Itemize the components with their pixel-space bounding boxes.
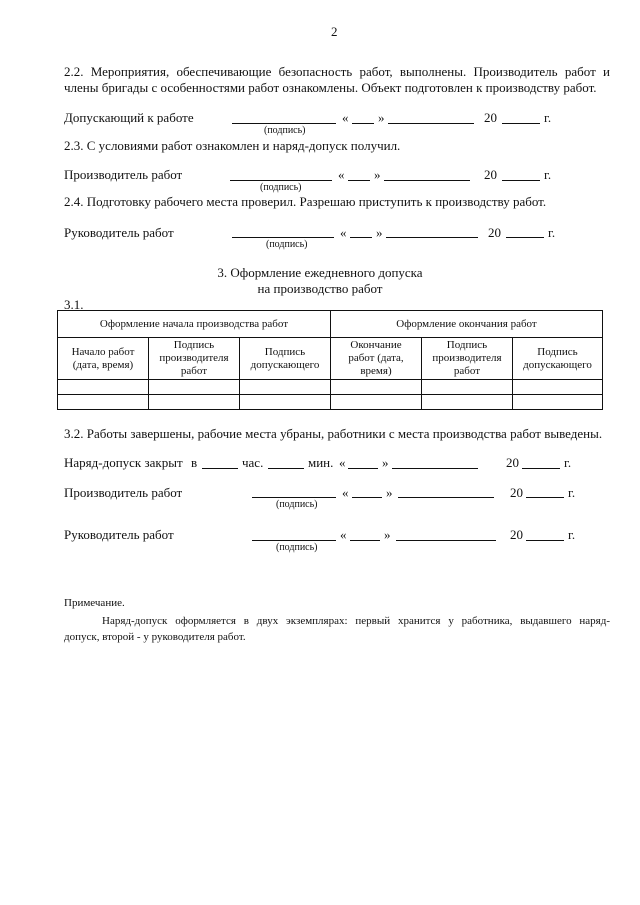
table-row bbox=[58, 380, 603, 395]
permit-closed-open-quote: « bbox=[339, 455, 346, 470]
table-cell[interactable] bbox=[58, 395, 149, 410]
permit-closed-hours-line[interactable] bbox=[202, 468, 238, 469]
paragraph-2-3: 2.3. С условиями работ ознакомлен и наряд-допуск получил. bbox=[64, 138, 401, 153]
sig1-year-prefix: 20 bbox=[484, 110, 497, 125]
table-col-header-start-time: Начало работ (дата, время) bbox=[58, 338, 149, 380]
sig4-year-line[interactable] bbox=[526, 497, 564, 498]
sig5-signature-line[interactable] bbox=[252, 540, 336, 541]
table-col-header-producer-signature: Подпись производителя работ bbox=[149, 338, 240, 380]
section-3-title-line1: 3. Оформление ежедневного допуска bbox=[217, 265, 423, 280]
sig1-close-quote: » bbox=[378, 110, 385, 125]
permit-closed-at: в bbox=[191, 455, 198, 470]
sig5-caption: (подпись) bbox=[276, 542, 318, 553]
table-col-header-admitter-signature: Подпись допускающего bbox=[240, 338, 331, 380]
sig1-year-suffix: г. bbox=[544, 110, 552, 125]
paragraph-2-2-line2: члены бригады с особенностями работ ознакомлены. Объект подготовлен к производству работ. bbox=[64, 80, 597, 95]
table-cell[interactable] bbox=[331, 380, 422, 395]
table-cell[interactable] bbox=[513, 380, 603, 395]
table-col-header-end-time: Окончание работ (дата, время) bbox=[331, 338, 422, 380]
sig3-month-line[interactable] bbox=[386, 237, 478, 238]
sig2-day-line[interactable] bbox=[348, 180, 370, 181]
sig5-year-prefix: 20 bbox=[510, 527, 523, 542]
sig1-open-quote: « bbox=[342, 110, 349, 125]
sig3-caption: (подпись) bbox=[266, 239, 308, 250]
sig5-year-line[interactable] bbox=[526, 540, 564, 541]
sig1-caption: (подпись) bbox=[264, 125, 306, 136]
table-cell[interactable] bbox=[58, 380, 149, 395]
permit-closed-year-prefix: 20 bbox=[506, 455, 519, 470]
sig2-year-prefix: 20 bbox=[484, 167, 497, 182]
page-number: 2 bbox=[331, 24, 338, 39]
table-col-header-producer-signature-end: Подпись производителя работ bbox=[422, 338, 513, 380]
sig3-year-prefix: 20 bbox=[488, 225, 501, 240]
sig1-day-line[interactable] bbox=[352, 123, 374, 124]
permit-closed-close-quote: » bbox=[382, 455, 389, 470]
sig4-caption: (подпись) bbox=[276, 499, 318, 510]
permit-closed-year-line[interactable] bbox=[522, 468, 560, 469]
note-line1: Наряд-допуск оформляется в двух экземплярах: первый хранится у работника, выдавшего наряд- bbox=[102, 615, 610, 627]
sig3-signature-line[interactable] bbox=[232, 237, 334, 238]
paragraph-2-2-line1: 2.2. Мероприятия, обеспечивающие безопасность работ, выполнены. Производитель работ и bbox=[64, 64, 610, 79]
sig2-year-line[interactable] bbox=[502, 180, 540, 181]
paragraph-2-4: 2.4. Подготовку рабочего места проверил. Разрешаю приступить к производству работ. bbox=[64, 194, 547, 209]
permit-closed-day-line[interactable] bbox=[348, 468, 378, 469]
sig3-year-line[interactable] bbox=[506, 237, 544, 238]
sig2-caption: (подпись) bbox=[260, 182, 302, 193]
table-group-start-header: Оформление начала производства работ bbox=[58, 311, 331, 338]
sig4-year-suffix: г. bbox=[568, 485, 576, 500]
sig5-label: Руководитель работ bbox=[64, 527, 174, 542]
sig4-signature-line[interactable] bbox=[252, 497, 336, 498]
sig5-open-quote: « bbox=[340, 527, 347, 542]
daily-admission-table bbox=[57, 310, 603, 410]
sig1-label: Допускающий к работе bbox=[64, 110, 194, 125]
sig5-month-line[interactable] bbox=[396, 540, 496, 541]
sig2-label: Производитель работ bbox=[64, 167, 183, 182]
permit-closed-label: Наряд-допуск закрыт bbox=[64, 455, 183, 470]
section-3-title-line2: на производство работ bbox=[257, 281, 383, 296]
permit-closed-year-suffix: г. bbox=[564, 455, 572, 470]
note-line2: допуск, второй - у руководителя работ. bbox=[64, 631, 246, 643]
table-cell[interactable] bbox=[240, 395, 331, 410]
sig4-day-line[interactable] bbox=[352, 497, 382, 498]
table-cell[interactable] bbox=[240, 380, 331, 395]
table-cell[interactable] bbox=[513, 395, 603, 410]
table-cell[interactable] bbox=[422, 380, 513, 395]
sig2-month-line[interactable] bbox=[384, 180, 470, 181]
table-cell[interactable] bbox=[149, 395, 240, 410]
sig3-label: Руководитель работ bbox=[64, 225, 174, 240]
permit-closed-month-line[interactable] bbox=[392, 468, 478, 469]
table-group-end-header: Оформление окончания работ bbox=[331, 311, 603, 338]
paragraph-3-1: 3.1. bbox=[64, 297, 84, 312]
sig3-year-suffix: г. bbox=[548, 225, 556, 240]
note-title: Примечание. bbox=[64, 597, 125, 609]
sig4-open-quote: « bbox=[342, 485, 349, 500]
paragraph-3-2: 3.2. Работы завершены, рабочие места убраны, работники с места производства работ выведены. bbox=[64, 426, 603, 441]
sig1-signature-line[interactable] bbox=[232, 123, 336, 124]
sig2-open-quote: « bbox=[338, 167, 345, 182]
sig2-signature-line[interactable] bbox=[230, 180, 332, 181]
sig5-day-line[interactable] bbox=[350, 540, 380, 541]
sig3-close-quote: » bbox=[376, 225, 383, 240]
table-col-header-admitter-signature-end: Подпись допускающего bbox=[513, 338, 603, 380]
table-cell[interactable] bbox=[422, 395, 513, 410]
sig1-year-line[interactable] bbox=[502, 123, 540, 124]
sig5-year-suffix: г. bbox=[568, 527, 576, 542]
table-cell[interactable] bbox=[331, 395, 422, 410]
sig4-close-quote: » bbox=[386, 485, 393, 500]
sig3-day-line[interactable] bbox=[350, 237, 372, 238]
sig1-month-line[interactable] bbox=[388, 123, 474, 124]
sig4-month-line[interactable] bbox=[398, 497, 494, 498]
sig5-close-quote: » bbox=[384, 527, 391, 542]
table-row bbox=[58, 395, 603, 410]
permit-closed-hours-unit: час. bbox=[242, 455, 264, 470]
sig3-open-quote: « bbox=[340, 225, 347, 240]
permit-closed-minutes-line[interactable] bbox=[268, 468, 304, 469]
permit-closed-minutes-unit: мин. bbox=[308, 455, 334, 470]
sig2-close-quote: » bbox=[374, 167, 381, 182]
table-cell[interactable] bbox=[149, 380, 240, 395]
sig4-year-prefix: 20 bbox=[510, 485, 523, 500]
sig2-year-suffix: г. bbox=[544, 167, 552, 182]
sig4-label: Производитель работ bbox=[64, 485, 183, 500]
